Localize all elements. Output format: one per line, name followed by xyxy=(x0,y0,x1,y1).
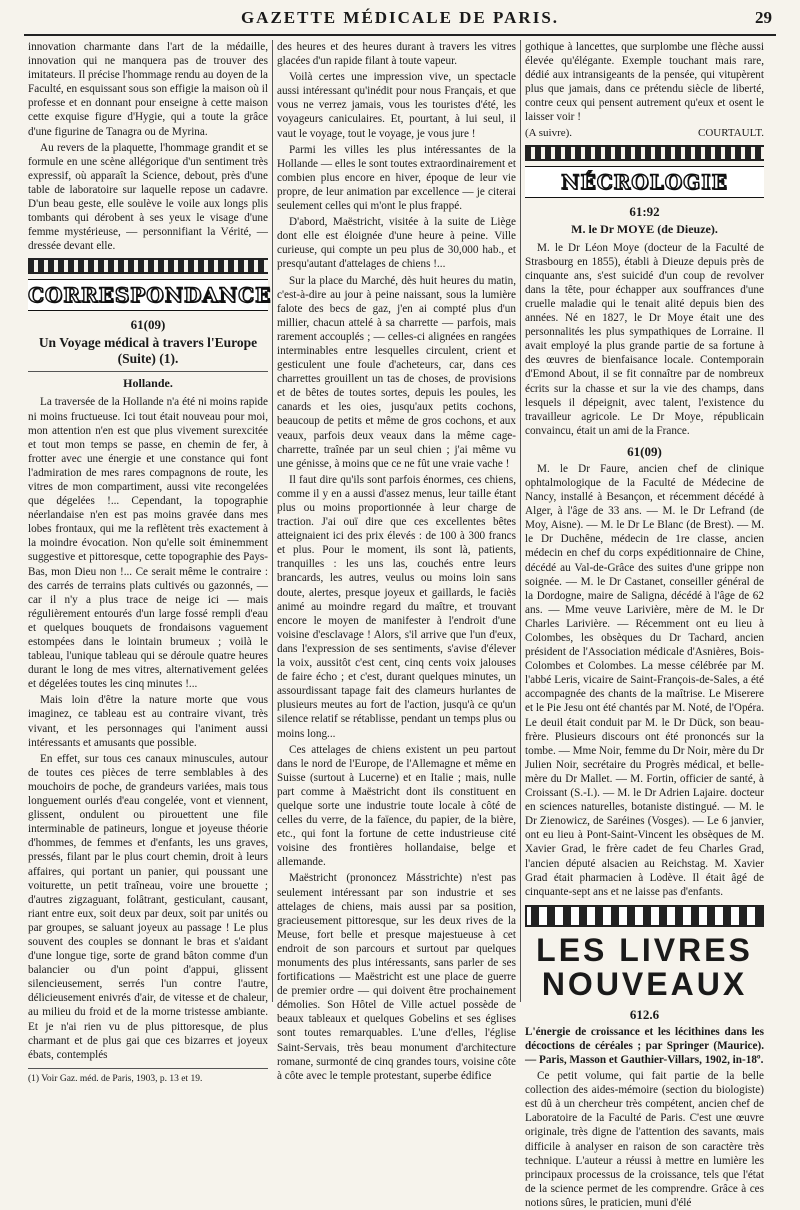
paragraph: Mais loin d'être la nature morte que vous imaginez, ce tableau est au contraire vivant, très vivant, et les personnages qui l'animent aussi intéressants et amusants que possible. xyxy=(28,694,268,749)
page-number: 29 xyxy=(755,8,772,27)
ornament-divider xyxy=(525,905,764,927)
paragraph: gothique à lancettes, que surplombe une flèche aussi élevée qu'élégante. Exemple touchant mais rare, dédié aux intransigeants de la pensée, qui vitupèrent plus que jamais, dans ce prétendu siècle de liberté, contre ceux qui pensent autrement qu'eux et osent le laisser voir ! xyxy=(525,41,764,124)
page-header xyxy=(24,0,776,36)
book-title: L'énergie de croissance et les lécithines dans les décoctions de céréales ; par Springer (Maurice). — Paris, Masson et Gauthier-Villars, 1902, in-18º. xyxy=(525,1025,764,1066)
journal-title: GAZETTE MÉDICALE DE PARIS. xyxy=(240,8,560,27)
article-title: Un Voyage médical à travers l'Europe (Suite) (1). xyxy=(38,335,258,367)
ornament-divider xyxy=(28,258,268,274)
author-name: COURTAULT. xyxy=(698,126,764,139)
footnote: (1) Voir Gaz. méd. de Paris, 1903, p. 13 et 19. xyxy=(28,1068,268,1086)
article-number: 61(09) xyxy=(130,317,166,333)
book-number: 612.6 xyxy=(629,1006,660,1022)
columns xyxy=(24,40,776,1209)
paragraph: Parmi les villes les plus intéressantes de la Hollande — elles le sont toutes extraordinairement et combien plus encore en hiver, époque de leur vie propre, de leur animation par excellence — je citerai seulement celles qui m'ont le plus frappé. xyxy=(277,143,516,213)
paragraph: innovation charmante dans l'art de la médaille, innovation qui ne manquera pas de trouver des imitateurs. Il précise l'hommage rendu au doyen de la Faculté, en esquissant sous son effigie la maison où il professe et en donnant pour enseigne à cette maison cette exquise figure d'Hygie, qui a toute la grâce d'une figurine de Tanagra ou de Myrina. xyxy=(28,41,268,138)
section-heading-livres: LES LIVRES NOUVEAUX xyxy=(536,931,753,1002)
paragraph: Voilà certes une impression vive, un spectacle aussi intéressant qu'inédit pour nous Français, et que vous ne verrez jamais, vous les touristes d'été, les voyageurs caniculaires. Et, pourtant, à lui seul, il vaut le voyage, tout le voyage, je vous jure ! xyxy=(277,71,516,140)
paragraph: Au revers de la plaquette, l'hommage grandit et se formule en une scène allégorique d'un sentiment très expressif, où apparaît la Science, debout, près d'une table de laboratoire sur laquelle repose un cadavre. D'un beau geste, elle soulève le voile aux longs plis tombants qui dérobent à ses yeux le visage d'une femme mystérieuse, — personnifiant la Vérité, — dressée devant elle. xyxy=(28,141,268,253)
paragraph: En effet, sur tous ces canaux minuscules, autour de toutes ces pièces de terre semblables à des mouchoirs de poche, de grandeurs variées, mais tous longuement ourlés d'eau congelée, vont et viennent, glissent, ondulent ou pirouettent une file interminable de patineurs, longue et joyeuse théorie d'hommes, de femmes et d'enfants, les uns graves, pressés, filant par le plus court chemin, droit à leurs affaires, qui portant un panier, qui poussant une voiturette, un petit traîneau, voire une brouette ; d'autres zigzaguant, folâtrant, gesticulant, causant, riant entre eux, soit deux par deux, soit par unités ou par groupes, se saluant joyeux au passage ! Le plus souvent des couples se donnant le bras et s'aidant d'une longue tige, sorte de grand bâton comme d'un balancier ou d'un point d'appui, glissent silencieusement, serrés l'un contre l'autre, délicieusement enivrés d'air, de vitesse et de chaleur, au milieu du froid et de la morne tristesse ambiante. Et je n'ai rien vu de plus pittoresque, de plus charmant et de plus gai que ces bizarres et joyeux ébats, contemplés xyxy=(28,752,268,1061)
section-heading-necrologie: NÉCROLOGIE xyxy=(525,166,764,198)
column-1 xyxy=(24,40,272,1084)
paragraph: M. le Dr Léon Moye (docteur de la Faculté de Strasbourg en 1855), établi à Dieuze depuis près de cinquante ans, s'est suicidé d'un coup de revolver dans la tête, pour échapper aux souffrances d'une cruelle maladie qui le tenait alité depuis bien des années. Né en 1827, le Dr Moye était une des personnalités les plus sympathiques de Lorraine. Il avait employé la plus grande partie de sa fortune à des œuvres de bienfaisance locale. Contemporain d'Emond About, il se fit connaître par de nombreux écrits sur la chasse et sur la vie des champs, dans lesquels il dépeignit, avec talent, l'existence du travailleur agricole. Le Dr Moye, républicain convaincu, était un ami de la France. xyxy=(525,241,764,437)
paragraph: des heures et des heures durant à travers les vitres glacées d'un rapide filant à toute vapeur. xyxy=(277,41,516,68)
section-heading-correspondance: CORRESPONDANCE xyxy=(28,279,268,311)
signature-line xyxy=(525,127,764,139)
column-3 xyxy=(520,40,768,1209)
paragraph: Ce petit volume, qui fait partie de la belle collection des aides-mémoire (section du biologiste) est dû à un chercheur très compétent, ancien chef de Laboratoire de la Faculté de Paris. C'est une œuvre originale, très digne de l'attention des savants, mais difficile à analyser en raison de son caractère très technique. L'auteur a réussi à mettre en lumière les principaux processus de la croissance, tels que l'état de la science permet de les comprendre. Grâce à ces notions sûres, le praticien, muni d'élé xyxy=(525,1070,764,1209)
paragraph: Maëstricht (prononcez Másstrichte) n'est pas seulement intéressant par son industrie et ses attelages de chiens, mais aussi par sa position, gracieusement pittoresque, sur les deux rives de la Meuse, fort belle et presque majestueuse à cet endroit de son parcours et surtout par quelques monuments des plus intéressants, sans parler de ses fortifications — Maëstricht est une place de guerre de premier ordre — qui doivent être prochainement démolies. Son Hôtel de Ville actuel possède de beaux tableaux et quelques Gobelins et ses églises sont toutes remarquables. L'une d'elles, l'église Saint-Servais, très beau monument d'architecture romane, surmonté de cinq grandes tours, voisine côte à côte avec le temple protestant, superbe édifice xyxy=(277,872,516,1082)
paragraph: Sur la place du Marché, dès huit heures du matin, c'est-à-dire au jour à peine naissant, sous la lumière falote des becs de gaz, j'en ai compté plus d'un millier, chacun attelé à sa charrette — parfois, mais rarement accouplés ; — celles-ci alignées en rangées interminables entre lesquelles circulent, crient et gesticulent une foule d'acheteurs, car, dans ces charrettes grouillent un tas de choses, de provisions et de bêtes de toutes sortes, depuis les poules, les canards et les oies, jusqu'aux petits cochons, beaucoup de petits et même de gros cochons, et aux veaux, parfois deux veaux dans la même cage-charrette, traînée par un seul chien ; j'ai même vu une génisse, à moins que ce ne fût une vraie vache ! xyxy=(277,274,516,470)
ornament-divider xyxy=(525,145,764,161)
obit-number: 61(09) xyxy=(627,443,662,459)
to-be-continued: (A suivre). xyxy=(525,126,573,139)
paragraph: D'abord, Maëstricht, visitée à la suite de Liège dont elle est éloignée d'une heure à peine. Ville curieuse, qui compte un peu plus de 30,000 hab., et presqu'autant d'attelages de chiens !... xyxy=(277,216,516,271)
paragraph: M. le Dr Faure, ancien chef de clinique ophtalmologique de la Faculté de Médecine de Nancy, installé à Besançon, et récemment décédé à Alger, à l'âge de 33 ans. — M. le Dr Lefrand (de Moy, Aisne). — M. le Dr Le Blanc (de Brest). — M. le Dr Duchêne, médecin de 1re classe, ancien médecin en chef du corps expéditionnaire de Chine, décédé au Val-de-Grâce des suites d'une grippe non soignée. — M. le Dr Castanet, conseiller général de la Dordogne, maire de Saligna, décédé à l'âge de 62 ans. — Mme veuve Larivière, mère de M. le Dr Charles Larivière. — Récemment ont eu lieu à Colombes, les obsèques du Dr Tachard, ancien président de l'Association médicale d'Asnières, Bois-Colombes et Colombes. La messe célébrée par M. l'abbé Leris, vicaire de Saint-François-de-Sales, a été accompagnée des chants de la maîtrise. Le Miserere et le Pie Jesu ont été chantés par M. Noté, de l'Opéra. Le deuil était conduit par M. le Dr Dück, son beau-frère. Plusieurs discours ont été prononcés sur la tombe. — Mme Noir, femme du Dr Noir, mère du Dr Julien Noir, secrétaire du Progrès médical, et belle-mère du Dr Mallet. — M. Fortin, officier de santé, à Croissant (S.-I.). — M. le Dr Adrien Lajaire. docteur en sciences naturelles, botaniste distingué. — M. le Dr Zienowicz, de Saréines (Vosges). — Le 6 janvier, ont eu lieu à Pont-Saint-Vincent les obsèques de M. Xavier Grad, le frère cadet de feu Charles Grad, l'ancien député alsacien au Reichstag. M. Xavier Grad était pharmacien à Lodève. Il était âgé de cinquante-sept ans et ne laisse pas d'enfants. xyxy=(525,462,764,898)
obit-heading: M. le Dr MOYE (de Dieuze). xyxy=(571,221,718,236)
paragraph: Ces attelages de chiens existent un peu partout dans le nord de l'Europe, de l'Allemagne et même en Suisse (surtout à Lucerne) et en Italie ; mais, nulle part comme à Maëstricht dont ils constituent en quelque sorte une industrie toute locale à côté de celles du verre, de la faïence, du papier, de la bière, etc., qui font la fortune de cette industrieuse cité voisine des frontières hollandaise, belge et allemande. xyxy=(277,743,516,869)
column-2 xyxy=(272,40,520,1082)
obit-number: 61:92 xyxy=(629,203,660,219)
subheading: Hollande. xyxy=(28,371,268,391)
paragraph: Il faut dire qu'ils sont parfois énormes, ces chiens, comme il y en a aussi d'assez menus, leur taille étant plus ou moins proportionnée à leur charge de traction. J'ai ouï dire que ces excellentes bêtes atteignaient ici des prix élevés : de 100 à 300 francs et plus. Pour le moment, ils sont là, patients, tranquilles : les uns las, couchés entre leurs brancards, les autres, veulus ou moins loin sans doute, alertes, presque joyeux et gaillards, le faciès animé au moindre regard du maître, et trouvant encore le moyen de manifester à l'endroit d'une voisine d'esclavage ! Alors, s'il arrive que l'un d'eux, dans l'expression de ses sentiments, s'avise d'élever la voix, aussitôt c'est cent, cinq cents voix jalouses de faire écho ; et c'est, durant quelques minutes, un assourdissant tapage fait des clameurs hurlantes de plusieurs meutes au fort de l'action, jusqu'à ce qu'un silence relatif se rétablisse, pendant un temps plus ou moins long... xyxy=(277,473,516,740)
paragraph: La traversée de la Hollande n'a été ni moins rapide ni moins fructueuse. Ici tout était nouveau pour moi, mon attention n'en est que plus vivement surexcitée et tout mon temps se passe, en chemin de fer, à frotter avec une énergie et une constance qui font l'admiration de mes rares compagnons de route, les vitres de mon compartiment, aussi vite recongelées que dégelées !... Cependant, la topographie néerlandaise n'en est pas moins gravée dans mes lobes frontaux, qui me la reflètent très exactement à la moindre évocation. Non qu'elle soit éminemment suggestive et pittoresque, cette topographie des Pays-Bas, mon Dieu non !... Ce serait même le contraire : des carrés de terrains plats cultivés ou gazonnés, — car il n'y a plus trace de neige ici — mais régulièrement entourés d'un large fossé rempli d'eau et quelques bouquets de frondaisons vaguement estompées dans le lointain brumeux ; voilà le tableau, l'unique tableau qui se déroule quatre heures durant le long de mes vitres, alternativement gelées et dégelées toutes les cinq minutes !... xyxy=(28,396,268,691)
